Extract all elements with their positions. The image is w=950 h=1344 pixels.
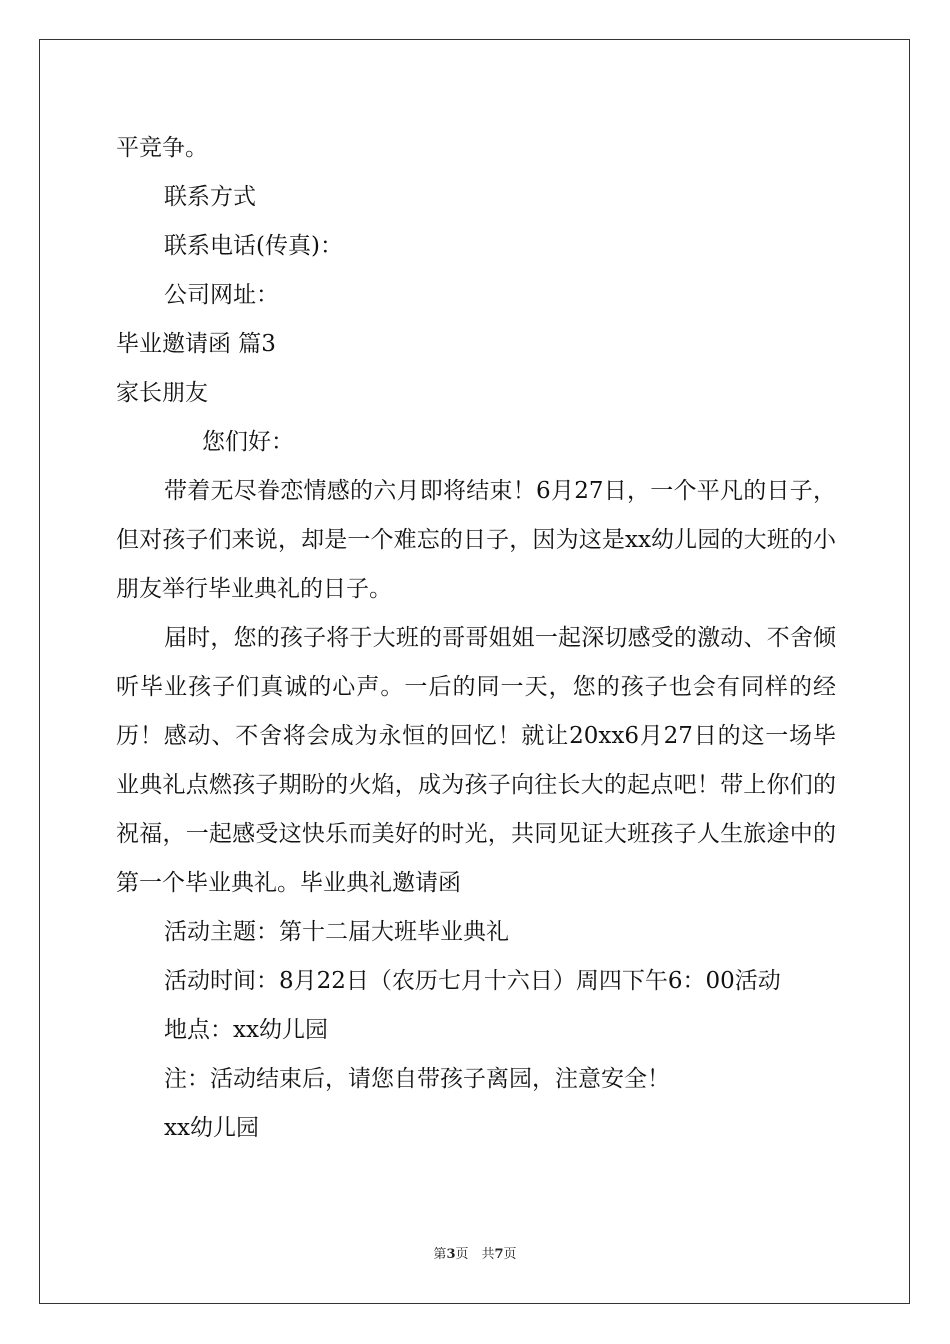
page-suffix: 页: [503, 1247, 517, 1262]
page-mid: 页 共: [455, 1247, 495, 1262]
activity-theme: 活动主题：第十二届大班毕业典礼: [164, 919, 509, 945]
paragraph: 届时，您的孩子将于大班的哥哥姐姐一起深切感受的激动、不舍倾听毕业孩子们真诚的心声。一后的同一天，您的孩子也会有同样的经历！感动、不舍将会成为永恒的回忆！就让20xx6月27日的这一场毕业典礼点燃孩子期盼的火焰，成为孩子向往长大的起点吧！带上你们的祝福，一起感受这快乐而美好的时光，共同见证大班孩子人生旅途中的第一个毕业典礼。毕业典礼邀请函: [116, 625, 836, 896]
note: 注：活动结束后，请您自带孩子离园，注意安全！: [164, 1066, 670, 1092]
salutation: 家长朋友: [116, 380, 208, 406]
activity-location: 地点：xx幼儿园: [164, 1017, 328, 1043]
text-line: 联系方式: [164, 184, 256, 210]
document-body: [116, 124, 836, 1153]
page-prefix: 第: [433, 1247, 447, 1262]
page-current: 3: [446, 1247, 456, 1262]
page-total: 7: [494, 1247, 504, 1262]
section-heading: 毕业邀请函 篇3: [116, 331, 276, 357]
signature: xx幼儿园: [164, 1115, 259, 1141]
greeting: 您们好：: [202, 429, 294, 455]
text-line: 联系电话(传真)：: [164, 233, 343, 259]
page-footer: [0, 1243, 950, 1262]
activity-time: 活动时间：8月22日（农历七月十六日）周四下午6：00活动: [164, 968, 781, 994]
text-line: 平竞争。: [116, 135, 208, 161]
paragraph: 带着无尽眷恋情感的六月即将结束！6月27日，一个平凡的日子，但对孩子们来说，却是一个难忘的日子，因为这是xx幼儿园的大班的小朋友举行毕业典礼的日子。: [116, 478, 836, 602]
text-line: 公司网址：: [164, 282, 279, 308]
